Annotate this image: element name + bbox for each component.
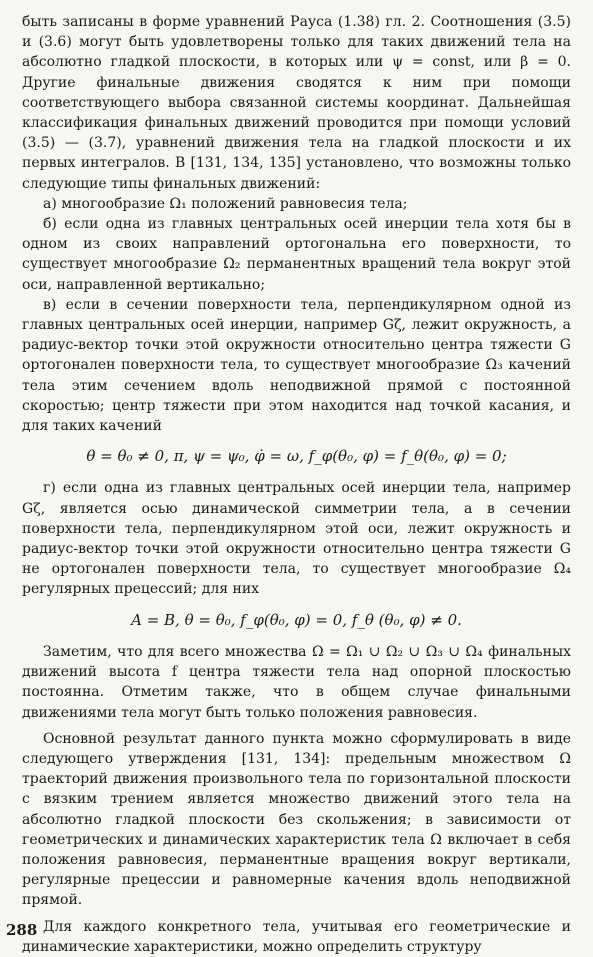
paragraph-intro: быть записаны в форме уравнений Рауса (1.38) гл. 2. Соотношения (3.5) и (3.6) могут быть удовлетворены только для таких движений тела на абсолютно гладкой плоскости, в которых или ψ = const, или β = 0. Другие финальные движения сводятся к ним при помощи соответствующего выбора связанной системы координат. Дальнейшая классификация финальных движений проводится при помощи условий (3.5) — (3.7), уравнений движения тела на гладкой плоскости и их первых интегралов. В [131, 134, 135] установлено, что возможны только следующие типы финальных движений: <box>22 14 571 192</box>
list-item-d: г) если одна из главных центральных осей инерции тела, например Gζ, является осью динамической симметрии тела, а в сечении поверхности тела, перпендикулярном этой оси, лежит окружность и радиус-вектор точки этой окружности относительно центра тяжести G не ортогонален поверхности тела, то существует многообразие Ω₄ регулярных прецессий; для них <box>22 480 571 598</box>
paragraph-final-motions: Заметим, что для всего множества Ω = Ω₁ ∪ Ω₂ ∪ Ω₃ ∪ Ω₄ финальных движений высота f центра тяжести тела над опорной плоскостью постоянна. Отметим также, что в общем случае финальными движениями тела могут быть только положения равновесия. <box>22 643 571 721</box>
list-item-c: в) если в сечении поверхности тела, перпендикулярном одной из главных центральных осей инерции, например Gζ, лежит окружность, а радиус-вектор точки этой окружности относительно центра тяжести G ортогонален поверхности тела, то существует многообразие Ω₃ качений тела этим сечением вдоль неподвижной прямой с постоянной скоростью; центр тяжести при этом находится над точкой касания, и для таких качений <box>22 296 571 435</box>
formula-rolling-conditions: θ = θ₀ ≠ 0, π, ψ = ψ₀, φ̇ = ω, f_φ(θ₀, φ) = f_θ(θ₀, φ) = 0; <box>86 447 507 466</box>
paragraph-main-result: Основной результат данного пункта можно сформулировать в виде следующего утверждения [131, 134]: предельным множеством Ω траекторий движения произвольного тела по горизонтальной плоскости с вязким трением является множество движений этого тела на абсолютно гладкой плоскости без скольжения; в зависимости от геометрических и динамических характеристик тела Ω включает в себя положения равновесия, перманентные вращения вокруг вертикали, регулярные прецессии и равномерные качения вдоль неподвижной прямой. <box>22 730 571 909</box>
page-number: 288 <box>6 920 38 939</box>
paragraph-structure: Для каждого конкретного тела, учитывая его геометрические и динамические характеристики, можно определить структуру <box>22 918 571 955</box>
list-item-b: б) если одна из главных центральных осей инерции тела хотя бы в одном из своих направлений ортогональна его поверхности, то существует многообразие Ω₂ перманентных вращений тела вокруг этой оси, направленной вертикально; <box>22 216 571 293</box>
list-item-a: а) многообразие Ω₁ положений равновесия тела; <box>43 195 408 212</box>
formula-precession-conditions: A = B, θ = θ₀, f_φ(θ₀, φ) = 0, f_θ (θ₀, φ) ≠ 0. <box>131 610 462 629</box>
